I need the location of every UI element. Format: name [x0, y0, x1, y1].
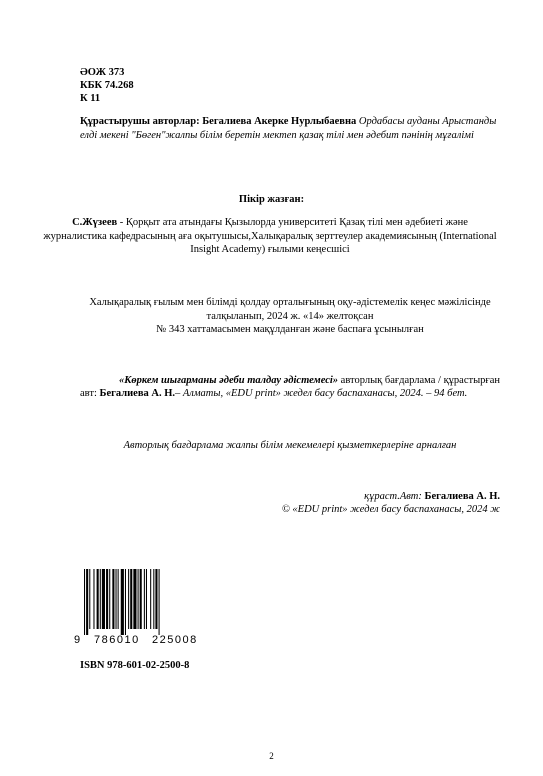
barcode-bar — [130, 569, 132, 629]
compilers-label: Құрастырушы авторлар: — [80, 116, 200, 127]
compiler-position: Ордабасы ауданы Арыстанды елді мекені "Бөген"жалпы білім беретін мектеп қазақ тілі мен әдебит пәнінің мұғалімі — [80, 116, 497, 141]
barcode-bar — [146, 569, 147, 629]
citation-prefix: авт: — [80, 388, 100, 399]
reviewer-text: - Қорқыт ата атындағы Қызылорда университеті Қазақ тілі мен әдебиеті және журналистика кафедрасының аға оқытушысы,Халықаралық зерттеулер академиясының (International Insight Academy) ғылыми кеңесшісі — [43, 217, 497, 256]
barcode-bar — [84, 569, 85, 635]
barcode-bar — [153, 569, 154, 629]
reviewers-heading: Пікір жазған: — [238, 194, 305, 205]
barcode-bar — [133, 569, 136, 629]
copyright-publisher: © «EDU print» жедел басу баспаханасы, 2024 ж — [281, 504, 500, 515]
barcode-bar — [128, 569, 129, 629]
citation-line-2 — [80, 387, 500, 401]
barcode-bar — [100, 569, 101, 629]
barcode-bar — [86, 569, 88, 635]
udc-line: ӘОЖ 373 — [80, 67, 125, 78]
barcode-digits-right: 225008 — [152, 634, 198, 646]
book-title: «Көркем шығарманы әдеби талдау әдістемесі» — [118, 375, 339, 386]
approval-text: Халықаралық ғылым мен білімді қолдау орталығының оқу-әдістемелік кеңес мәжілісінде талқыланып, 2024 ж. «14» желтоқсан — [89, 297, 491, 322]
barcode-bar — [150, 569, 151, 629]
reviewer-name: С.Жүзеев — [72, 217, 118, 228]
barcode-bar — [112, 569, 114, 629]
citation-rest-1: авторлық бағдарлама / құрастырған — [338, 375, 500, 386]
approval-protocol: № 343 хаттамасымен мақұлданған және баспаға ұсынылған — [156, 324, 424, 335]
barcode-digit-first: 9 — [74, 634, 81, 646]
barcode-bar — [102, 569, 105, 629]
citation-author: Бегалиева А. Н. — [99, 388, 175, 399]
citation-line-1 — [80, 374, 500, 388]
barcode-bar — [116, 569, 117, 629]
compiled-name: Бегалиева А. Н. — [424, 491, 500, 502]
compiler-name: Бегалиева Акерке Нурлыбаевна — [202, 116, 357, 127]
citation-rest-2: – Алматы, «EDU print» жедел басу баспаханасы, 2024. – 94 бет. — [174, 388, 468, 399]
barcode-graphic — [72, 567, 212, 647]
barcode-bar — [118, 569, 119, 629]
barcode-bar — [140, 569, 142, 629]
isbn-barcode — [72, 567, 212, 652]
barcode-bar — [159, 569, 160, 635]
barcode-bar — [106, 569, 108, 629]
barcode-bar — [121, 569, 124, 635]
bbk-line: КБК 74.268 — [80, 80, 134, 91]
audience-note: Авторлық бағдарлама жалпы білім мекемелері қызметкерлеріне арналған — [123, 440, 457, 451]
isbn-number: ISBN 978-601-02-2500-8 — [80, 660, 190, 671]
barcode-bar — [155, 569, 157, 629]
barcode-digits-left: 786010 — [94, 634, 140, 646]
compiled-label: құраст.Авт: — [364, 491, 422, 502]
author-mark-line: К 11 — [80, 93, 101, 104]
reviewer-paragraph — [40, 216, 500, 257]
udc-block — [80, 66, 134, 105]
barcode-bar — [109, 569, 110, 629]
barcode-bar — [144, 569, 145, 629]
barcode-bar — [97, 569, 99, 629]
barcode-bar — [89, 569, 90, 629]
barcode-bar — [93, 569, 94, 629]
copyright-compiler — [80, 490, 500, 504]
compilers-paragraph — [80, 115, 500, 142]
barcode-bar — [138, 569, 139, 629]
barcode-bar — [125, 569, 126, 635]
page-number: 2 — [269, 751, 274, 761]
